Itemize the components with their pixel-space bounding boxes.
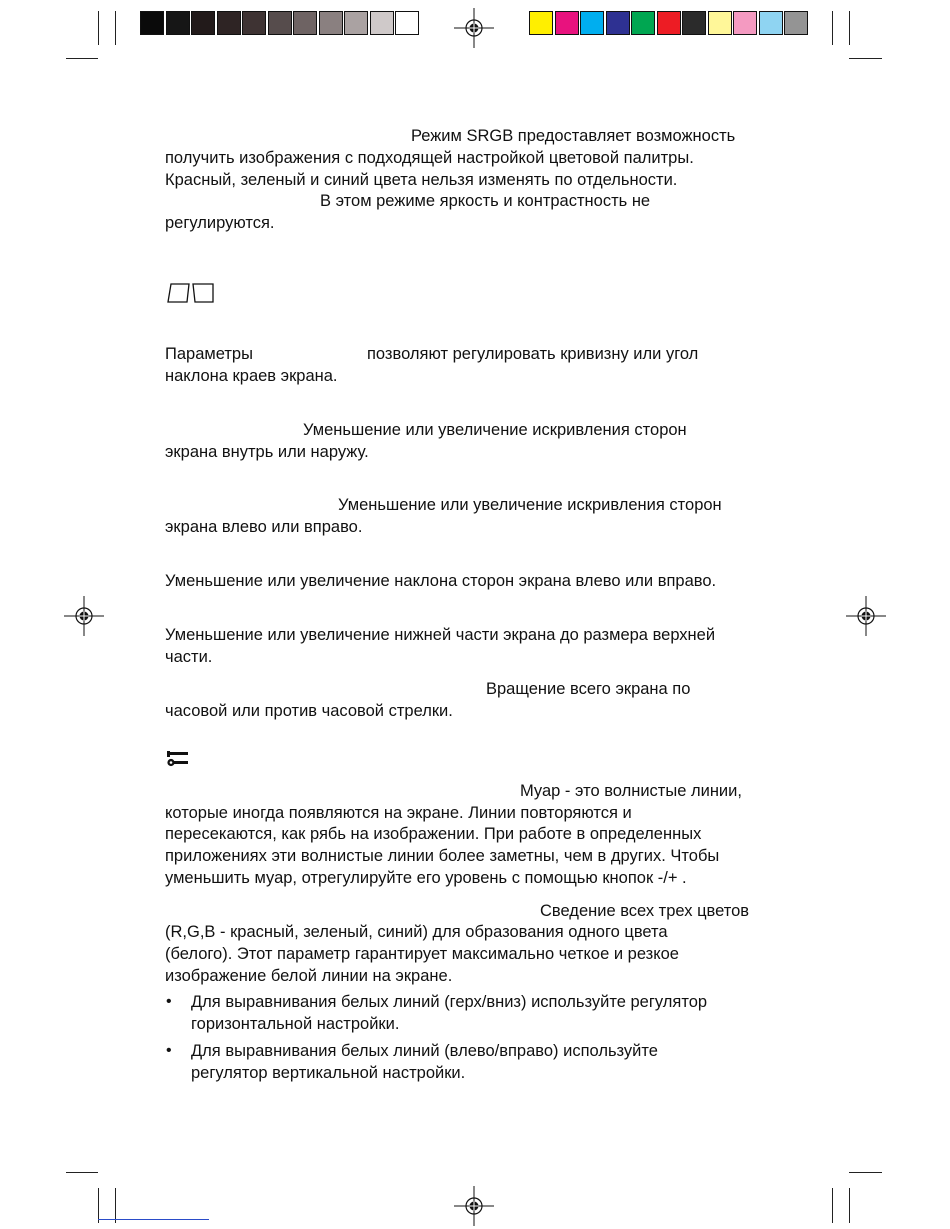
crop-mark-top-right-v [832,11,833,45]
gray-swatch [395,11,419,35]
moire-line-1: Муар - это волнистые линии, [520,782,742,800]
color-swatch [733,11,757,35]
convergence-line-3: (белого). Этот параметр гарантирует максимально четкое и резкое [165,945,679,963]
color-swatch [529,11,553,35]
pincushion-balance-line-1: Уменьшение или увеличение искривления сторон [338,496,722,514]
crop-mark-top-right-h [849,58,882,59]
gray-swatch [344,11,368,35]
crop-mark-top-left-v2 [115,11,116,45]
crop-mark-bottom-right-v2 [849,1188,850,1223]
registration-mark-right-icon [846,596,886,636]
crop-mark-bottom-right-v [832,1188,833,1223]
color-swatch [682,11,706,35]
geometry-intro-word: Параметры [165,345,253,363]
registration-mark-bottom-icon [454,1186,494,1226]
geometry-intro-line-2: наклона краев экрана. [165,367,338,385]
moire-line-5: уменьшить муар, отрегулируйте его уровень с помощью кнопок -/+ . [165,869,687,887]
gray-swatch [268,11,292,35]
srgb-text-line-1: Режим SRGB предоставляет возможность [411,127,736,145]
gray-swatch [293,11,317,35]
srgb-text-line-3: Красный, зеленый и синий цвета нельзя изменять по отдельности. [165,171,678,189]
gray-swatch [370,11,394,35]
bullet-1-marker: • [166,993,172,1010]
registration-mark-top-icon [454,8,494,48]
gray-swatch [319,11,343,35]
rotation-line-2: часовой или против часовой стрелки. [165,702,453,720]
crop-mark-bottom-right-h [849,1172,882,1173]
convergence-line-4: изображение белой линии на экране. [165,967,453,985]
registration-mark-left-icon [64,596,104,636]
gray-swatch [217,11,241,35]
color-swatch [580,11,604,35]
color-swatch [606,11,630,35]
trapezoid-line-1: Уменьшение или увеличение нижней части экрана до размера верхней [165,626,716,644]
tools-icon [166,750,190,768]
crop-mark-bottom-left-v2 [115,1188,116,1223]
moire-line-2: которые иногда появляются на экране. Линии повторяются и [165,804,632,822]
bullet-1-line-2: горизонтальной настройки. [191,1015,400,1033]
gray-swatch [242,11,266,35]
geometry-intro-line-1: позволяют регулировать кривизну или угол [367,345,699,363]
color-swatch [631,11,655,35]
pincushion-balance-line-2: экрана влево или вправо. [165,518,363,536]
color-swatch [657,11,681,35]
parallelogram-line-1: Уменьшение или увеличение наклона сторон экрана влево или вправо. [165,572,717,590]
color-swatch [759,11,783,35]
convergence-line-2: (R,G,B - красный, зеленый, синий) для образования одного цвета [165,923,668,941]
pincushion-line-2: экрана внутрь или наружу. [165,443,369,461]
trapezoid-geometry-icon [167,283,215,303]
bullet-2-marker: • [166,1042,172,1059]
crop-mark-top-left-v [98,11,99,45]
srgb-text-line-2: получить изображения с подходящей настройкой цветовой палитры. [165,149,694,167]
crop-mark-top-right-v2 [849,11,850,45]
convergence-line-1: Сведение всех трех цветов [540,902,750,920]
gray-swatch [166,11,190,35]
bullet-1-line-1: Для выравнивания белых линий (герх/вниз) используйте регулятор [191,993,708,1011]
blue-underline [98,1219,209,1220]
crop-mark-bottom-left-h [66,1172,98,1173]
moire-line-3: пересекаются, как рябь на изображении. При работе в определенных [165,825,702,843]
rotation-line-1: Вращение всего экрана по [486,680,691,698]
bullet-2-line-1: Для выравнивания белых линий (влево/вправо) используйте [191,1042,658,1060]
color-swatch [555,11,579,35]
moire-line-4: приложениях эти волнистые линии более заметны, чем в других. Чтобы [165,847,720,865]
gray-swatch [191,11,215,35]
trapezoid-line-2: части. [165,648,213,666]
crop-mark-bottom-left-v [98,1188,99,1223]
crop-mark-top-left-h [66,58,98,59]
srgb-text-line-5: регулируются. [165,214,275,232]
gray-swatch [140,11,164,35]
pincushion-line-1: Уменьшение или увеличение искривления сторон [303,421,687,439]
color-swatch [708,11,732,35]
srgb-text-line-4: В этом режиме яркость и контрастность не [320,192,651,210]
color-swatch [784,11,808,35]
bullet-2-line-2: регулятор вертикальной настройки. [191,1064,466,1082]
